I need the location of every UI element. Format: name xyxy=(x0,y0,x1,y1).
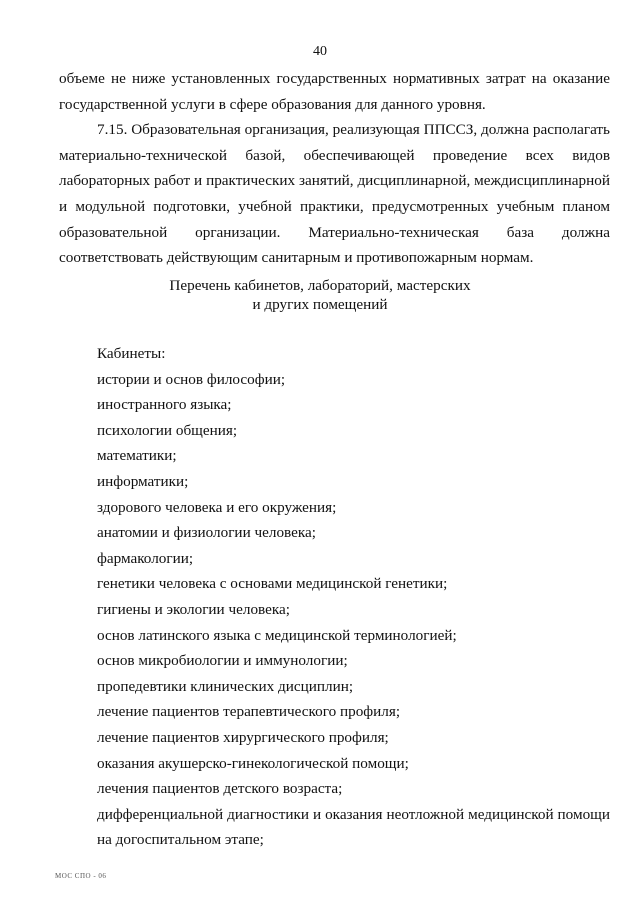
list-item: информатики; xyxy=(97,472,189,490)
body-text xyxy=(59,66,610,271)
list-item: лечение пациентов терапевтического профиля; xyxy=(97,703,401,721)
heading-line-2: и других помещений xyxy=(252,296,388,313)
list-item: генетики человека с основами медицинской генетики; xyxy=(97,575,448,593)
list-item: психологии общения; xyxy=(97,421,238,439)
paragraph-7-15: 7.15. Образовательная организация, реализующая ППССЗ, должна располагать материально-технической базой, обеспечивающей проведение всех видов лабораторных работ и практических занятий, дисциплинарной, междисциплинарной и модульной подготовки, учебной практики, предусмотренных учебным планом образовательной организации. Материально-техническая база должна соответствовать действующим санитарным и противопожарным нормам. xyxy=(59,121,610,267)
section-heading xyxy=(0,276,640,314)
list-title: Кабинеты: xyxy=(97,345,166,362)
list-item: лечения пациентов детского возраста; xyxy=(97,780,343,798)
list-item: иностранного языка; xyxy=(97,396,232,414)
list-item: математики; xyxy=(97,447,177,465)
list-item: фармакологии; xyxy=(97,549,194,567)
list-item: лечение пациентов хирургического профиля; xyxy=(97,728,389,746)
heading-line-1: Перечень кабинетов, лабораторий, мастерских xyxy=(169,277,471,294)
list-item: основ латинского языка с медицинской терминологией; xyxy=(97,626,457,644)
list-item: оказания акушерско-гинекологической помощи; xyxy=(97,754,409,772)
paragraph-continuation: объеме не ниже установленных государственных нормативных затрат на оказание государственной услуги в сфере образования для данного уровня. xyxy=(59,70,610,113)
list-item: истории и основ философии; xyxy=(97,370,286,388)
page-number: 40 xyxy=(313,44,327,59)
list-item: пропедевтики клинических дисциплин; xyxy=(97,677,354,695)
cabinet-list xyxy=(59,341,610,853)
list-item: основ микробиологии и иммунологии; xyxy=(97,652,348,670)
list-item: здорового человека и его окружения; xyxy=(97,498,337,516)
footer-code: МОС СПО - 06 xyxy=(55,872,107,880)
list-item: гигиены и экологии человека; xyxy=(97,600,290,618)
list-item: анатомии и физиологии человека; xyxy=(97,524,316,542)
list-item: дифференциальной диагностики и оказания неотложной медицинской помощи на догоспитальном этапе; xyxy=(97,805,610,849)
